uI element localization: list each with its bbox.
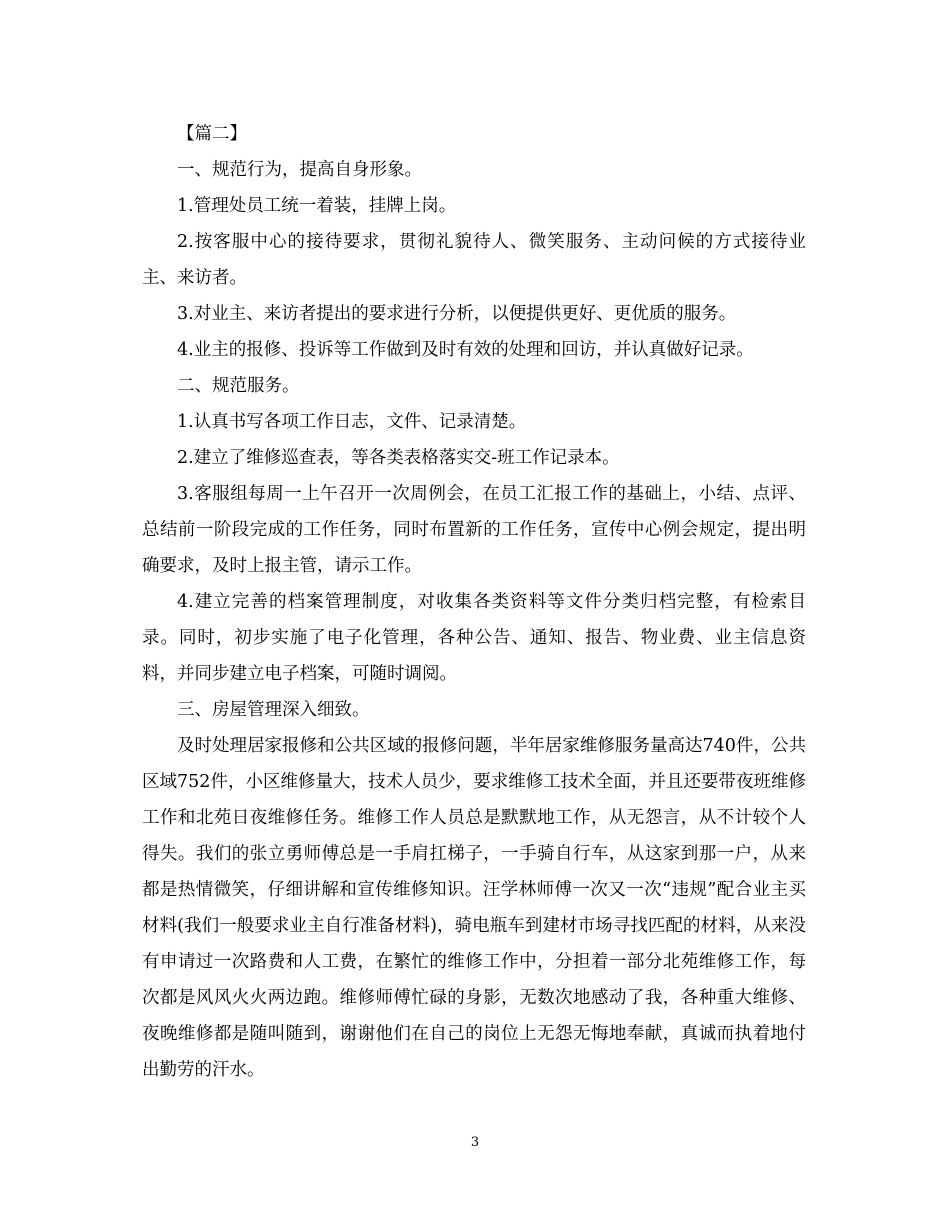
heading-1: 一、规范行为，提高自身形象。 (177, 160, 422, 180)
paragraph: 2.建立了维修巡查表，等各类表格落实交-班工作记录本。 (177, 448, 620, 468)
paragraph: 1.管理处员工统一着装，挂牌上岗。 (177, 196, 457, 216)
heading-3: 三、房屋管理深入细致。 (177, 700, 370, 720)
section-heading: 【篇二】 (177, 124, 247, 144)
page-number: 3 (470, 1135, 480, 1150)
paragraph: 3.客服组每周一上午召开一次周例会，在员工汇报工作的基础上，小结、点评、总结前一阶段完成的工作任务，同时布置新的工作任务，宣传中心例会规定，提出明确要求，及时上报主管，请示工作。 (142, 484, 806, 576)
paragraph: 及时处理居家报修和公共区域的报修问题，半年居家维修服务量高达740件，公共区域752件，小区维修量大，技术人员少，要求维修工技术全面，并且还要带夜班维修工作和北苑日夜维修任务。维修工作人员总是默默地工作，从无怨言，从不计较个人得失。我们的张立勇师傅总是一手肩扛梯子，一手骑自行车，从这家到那一户，从来都是热情微笑，仔细讲解和宣传维修知识。汪学林师傅一次又一次“违规”配合业主买材料(我们一般要求业主自行准备材料)，骑电瓶车到建材市场寻找匹配的材料，从来没有申请过一次路费和人工费，在繁忙的维修工作中，分担着一部分北苑维修工作，每次都是风风火火两边跑。维修师傅忙碌的身影，无数次地感动了我，各种重大维修、夜晚维修都是随叫随到，谢谢他们在自己的岗位上无怨无悔地奉献，真诚而执着地付出勤劳的汗水。 (142, 736, 806, 1080)
paragraph: 4.建立完善的档案管理制度，对收集各类资料等文件分类归档完整，有检索目录。同时，初步实施了电子化管理，各种公告、通知、报告、物业费、业主信息资料，并同步建立电子档案，可随时调阅。 (142, 592, 806, 684)
paragraph: 2.按客服中心的接待要求，贯彻礼貌待人、微笑服务、主动问候的方式接待业主、来访者。 (142, 232, 806, 288)
paragraph: 1.认真书写各项工作日志，文件、记录清楚。 (177, 412, 527, 432)
heading-2: 二、规范服务。 (177, 376, 300, 396)
paragraph: 3.对业主、来访者提出的要求进行分析，以便提供更好、更优质的服务。 (177, 304, 737, 324)
document-body (142, 116, 806, 1088)
paragraph: 4.业主的报修、投诉等工作做到及时有效的处理和回访，并认真做好记录。 (177, 340, 754, 360)
